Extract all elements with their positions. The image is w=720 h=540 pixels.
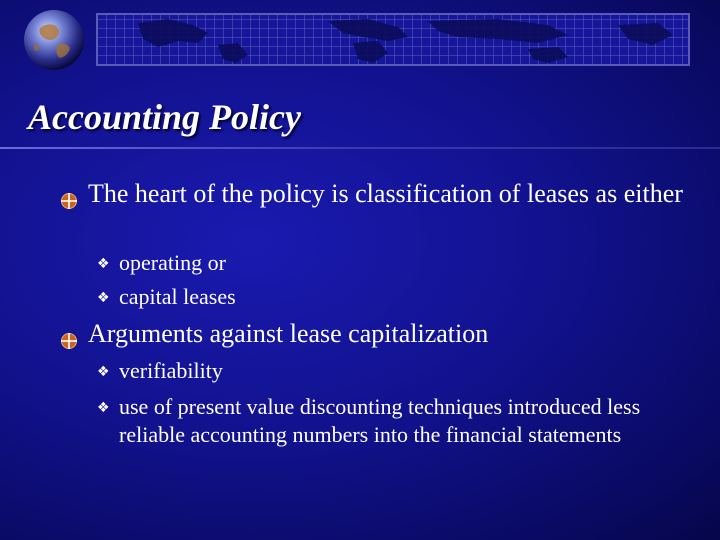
subbullet-item: [97, 393, 679, 449]
title-divider: [0, 147, 720, 149]
subbullet-item: [97, 283, 679, 311]
bullet-item: [88, 177, 688, 211]
subbullet-text: use of present value discounting techniques introduced less reliable accounting numbers into the financial statements: [119, 394, 641, 447]
bullet-item: [88, 317, 688, 351]
subbullet-text: operating or: [119, 250, 226, 275]
subbullet-text: verifiability: [119, 358, 223, 383]
diamond-v-bullet-icon: ❖: [97, 364, 110, 380]
diamond-v-bullet-icon: ❖: [97, 290, 110, 306]
subbullet-item: [97, 357, 679, 385]
subbullet-item: [97, 249, 679, 277]
diamond-v-bullet-icon: ❖: [97, 400, 110, 416]
world-map-banner: [96, 13, 690, 66]
bullet-text: Arguments against lease capitalization: [88, 319, 489, 348]
subbullet-text: capital leases: [119, 284, 236, 309]
slide-title: Accounting Policy: [28, 97, 301, 137]
diamond-v-bullet-icon: ❖: [97, 256, 110, 272]
globe-icon: [22, 8, 86, 72]
compass-bullet-icon: [60, 325, 78, 343]
bullet-text: The heart of the policy is classification of leases as either: [88, 179, 683, 208]
compass-bullet-icon: [60, 185, 78, 203]
